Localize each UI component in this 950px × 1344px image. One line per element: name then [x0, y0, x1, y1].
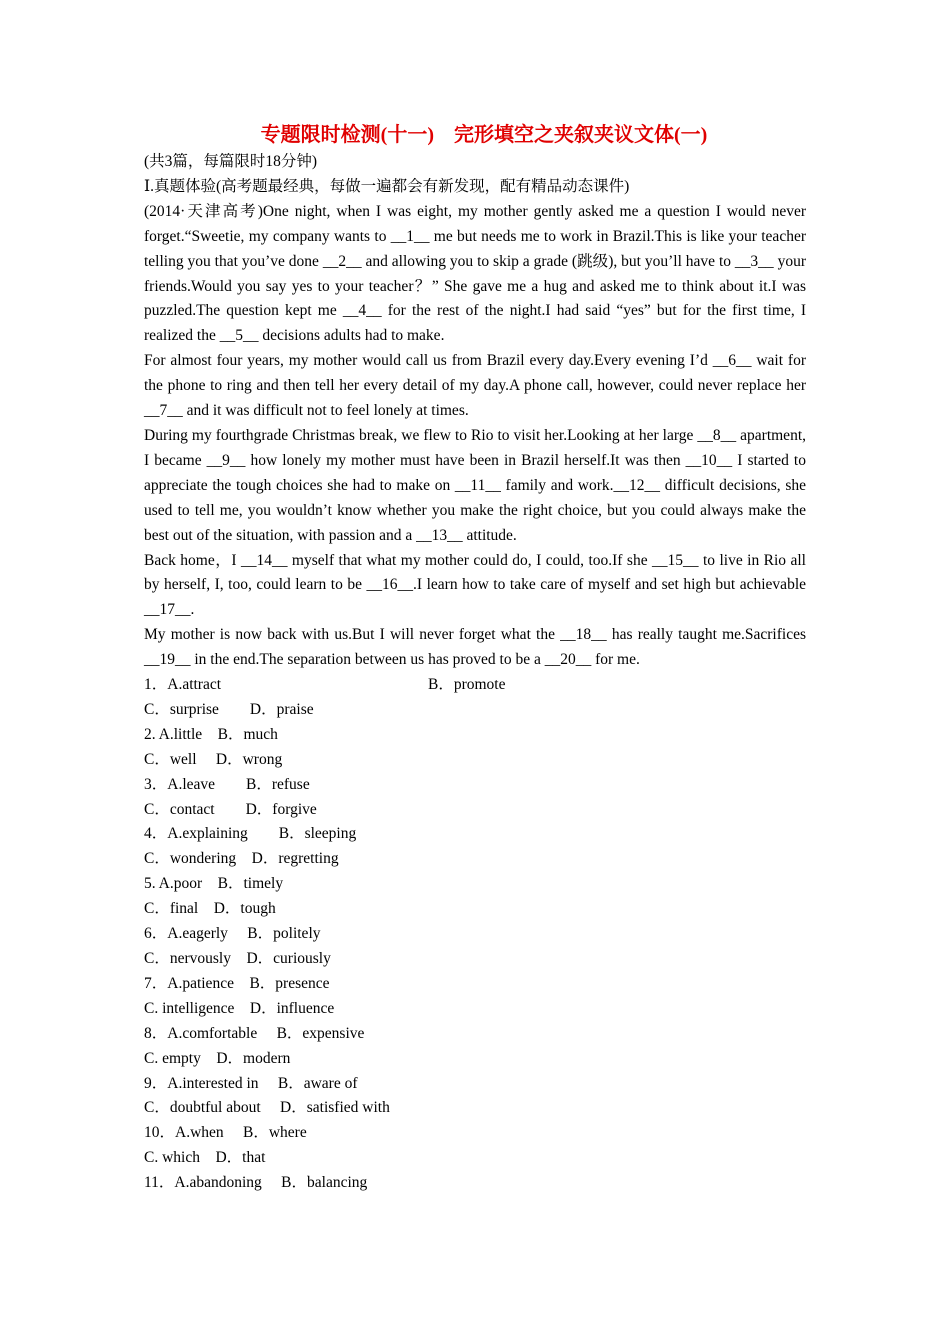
option-text: 3．A.leave B．refuse — [144, 775, 310, 793]
option-text: 7．A.patience B．presence — [144, 974, 330, 992]
option-text: 5. A.poor B．timely — [144, 875, 284, 893]
option-line — [144, 798, 806, 823]
option-text: C．contact D．forgive — [144, 800, 317, 818]
option-line — [144, 748, 806, 773]
passage-paragraph: My mother is now back with us.But I will never forget what the __18__ has really taught me.Sacrifices __19__ in the end.The separation between us has proved to be a __20__ for me. — [144, 626, 806, 669]
option-text: 8．A.comfortable B．expensive — [144, 1024, 365, 1042]
option-text: 2. A.little B．much — [144, 725, 278, 743]
option-text: C．surprise D．praise — [144, 700, 314, 718]
option-line — [144, 1047, 806, 1072]
option-text: C．doubtful about D．satisfied with — [144, 1099, 390, 1117]
passage-paragraph: (2014·天津高考)One night, when I was eight, my mother gently asked me a question I would never forget.“Sweetie, my company wants to __1__ me but needs me to work in Brazil.This is like your teacher telling you that you’ve done __2__ and allowing you to skip a grade (跳级), but you’ll have to __3__ your friends.Would you say yes to your teacher？” She gave me a hug and asked me to think about it.I was puzzled.The question kept me __4__ for the rest of the night.I had said “yes” but for the first time, I realized the __5__ decisions adults had to make. — [144, 202, 806, 345]
option-text: C. empty D．modern — [144, 1049, 291, 1067]
option-text: 6．A.eagerly B．politely — [144, 925, 321, 943]
option-line — [144, 1121, 806, 1146]
option-line — [144, 698, 806, 723]
option-line — [144, 1072, 806, 1097]
option-line — [144, 1146, 806, 1171]
time-limit-note: (共3篇，每篇限时18分钟) — [144, 153, 318, 170]
option-text: 9．A.interested in B．aware of — [144, 1074, 358, 1092]
option-line — [144, 997, 806, 1022]
option-text: 11．A.abandoning B．balancing — [144, 1174, 368, 1192]
document-page — [144, 120, 806, 1196]
option-line — [144, 723, 806, 748]
answer-options — [144, 673, 806, 1196]
option-line — [144, 673, 806, 698]
option-text: C．final D．tough — [144, 900, 276, 918]
option-text: 4．A.explaining B．sleeping — [144, 825, 357, 843]
option-line — [144, 1022, 806, 1047]
option-line — [144, 847, 806, 872]
option-text: 1．A.attract — [144, 676, 222, 694]
option-text: C．nervously D．curiously — [144, 950, 331, 967]
option-line — [144, 1171, 806, 1196]
option-text: C. which D．that — [144, 1149, 266, 1167]
option-line — [144, 947, 806, 972]
document-title: 专题限时检测(十一) 完形填空之夹叙夹议文体(一) — [260, 124, 708, 146]
passage-paragraph: During my fourthgrade Christmas break, we flew to Rio to visit her.Looking at her large __8__ apartment, I became __9__ how lonely my mother must have been in Brazil herself.It was then __10__ I started to appreciate the tough choices she had to make on __11__ family and work.__12__ difficult decisions, she used to tell me, you wouldn’t know whether you make the right choice, but you could always make the best out of the situation, with passion and a __13__ attitude. — [144, 426, 806, 544]
option-line — [144, 822, 806, 847]
option-text: C. intelligence D．influence — [144, 999, 335, 1017]
option-text: B．promote — [428, 676, 506, 694]
passage-paragraph: For almost four years, my mother would call us from Brazil every day.Every evening I’d __6__ wait for the phone to ring and then tell her every detail of my day.A phone call, however, could never replace her __7__ and it was difficult not to feel lonely at times. — [144, 352, 806, 420]
option-line — [144, 1096, 806, 1121]
section-heading: Ⅰ.真题体验(高考题最经典，每做一遍都会有新发现，配有精品动态课件) — [144, 177, 630, 195]
option-text: C．well D．wrong — [144, 750, 283, 768]
option-text: 10．A.when B．where — [144, 1124, 307, 1142]
option-line — [144, 897, 806, 922]
option-line — [144, 972, 806, 997]
option-line — [144, 773, 806, 798]
option-line — [144, 872, 806, 897]
option-text: C．wondering D．regretting — [144, 850, 339, 868]
option-line — [144, 922, 806, 947]
passage-paragraph: Back home，I __14__ myself that what my mother could do, I could, too.If she __15__ to live in Rio all by herself, I, too, could learn to be __16__.I learn how to take care of myself and set high but achievable __17__. — [144, 551, 806, 619]
